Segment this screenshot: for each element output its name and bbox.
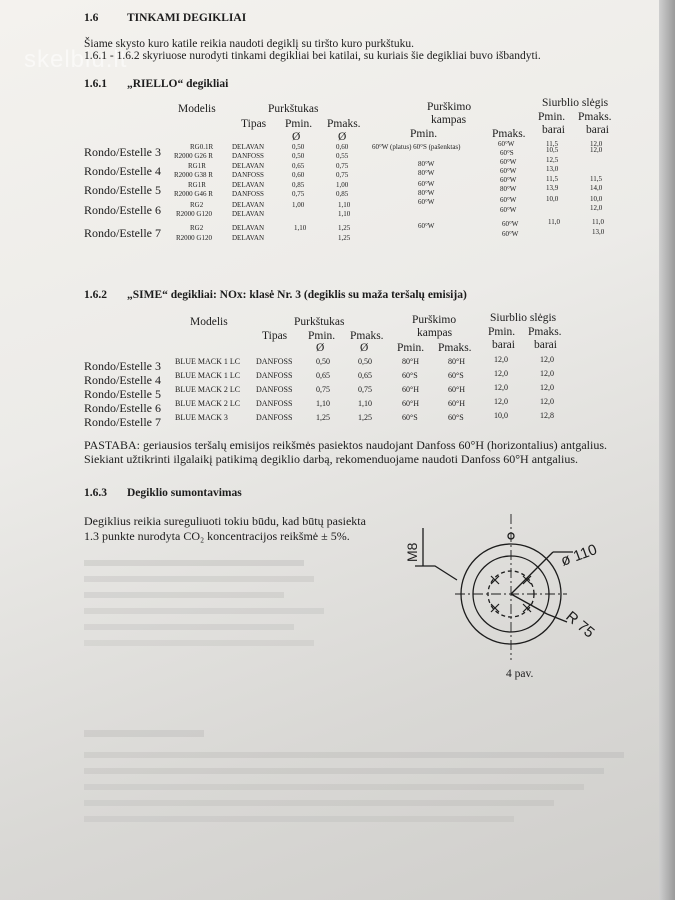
leader-r75 [511,594,547,614]
sime-angle-min: 80°H [402,357,419,366]
sime-model: BLUE MACK 1 LC [175,357,241,366]
riello-col-barai-1: barai [542,124,565,136]
riello-angle-max: 80°W [500,185,517,193]
riello-col-kampas-pmin: Pmin. [410,128,438,140]
riello-col-pmaks: Pmaks. [327,118,361,130]
riello-pmaks: 0,55 [336,152,349,160]
riello-pmin: 0,60 [292,171,305,179]
sime-angle-min: 60°H [402,399,419,408]
riello-angle-max: 60°W [500,206,517,214]
riello-s-min: 11,5 [546,140,558,148]
leader-d110 [511,552,553,594]
riello-col-purskimo: Purškimo [427,101,472,113]
riello-pmaks: 0,75 [336,171,349,179]
sime-pmaks: 0,75 [358,385,372,394]
sime-col-s-pmin: Pmin. [488,326,516,338]
riello-boiler: Rondo/Estelle 5 [84,183,161,197]
riello-type: DANFOSS [232,152,264,160]
riello-pmin: 0,50 [292,152,305,160]
riello-pmaks: 1,25 [338,234,351,242]
sime-col-pmin: Pmin. [308,330,336,342]
sime-s-min: 12,0 [494,355,508,364]
riello-angle-min: 60°W [418,198,435,206]
sime-model: BLUE MACK 2 LC [175,385,241,394]
section-number: 1.6 [84,12,99,24]
sime-angle-max: 60°H [448,399,465,408]
sime-angle-max: 60°H [448,385,465,394]
sime-col-purkstukas: Purkštukas [294,316,345,328]
sime-title: „SIME“ degikliai: NOx: klasė Nr. 3 (degiklis su maža teršalų emisija) [127,289,467,301]
riello-s-min: 13,0 [546,165,559,173]
sime-note-1: PASTABA: geriausios teršalų emisijos reikšmės pasiektos naudojant Danfoss 60°H (horizontalius) antgalius. [84,438,607,452]
sime-pmaks: 0,50 [358,357,372,366]
riello-angle-min: 60°W [418,180,435,188]
riello-col-s-pmin: Pmin. [538,111,566,123]
sime-number: 1.6.2 [84,289,107,301]
riello-pmin: 0,65 [292,162,305,170]
riello-pmin: 0,50 [292,143,305,151]
sime-s-max: 12,8 [540,411,554,420]
sime-col-kampas: kampas [417,327,453,339]
sime-col-s-pmaks: Pmaks. [528,326,562,338]
riello-boiler: Rondo/Estelle 3 [84,145,161,159]
sime-type: DANFOSS [256,357,293,366]
riello-model: RG0.1R [190,143,214,151]
riello-model: R2000 G26 R [174,152,213,160]
riello-model: RG2 [190,201,204,209]
figure-caption: 4 pav. [506,668,534,680]
sime-s-min: 12,0 [494,369,508,378]
riello-angle-min: 80°W [418,189,435,197]
sime-angle-min: 60°H [402,385,419,394]
riello-type: DELAVAN [232,234,265,242]
sime-col-siurblio: Siurblio slėgis [490,312,557,324]
riello-pmaks: 1,25 [338,224,351,232]
label-d110: ø 110 [558,541,600,570]
sime-col-kampas-pmin: Pmin. [397,342,425,354]
page-edge [659,0,675,900]
sime-boiler: Rondo/Estelle 3 [84,359,161,373]
riello-s-max: 11,5 [590,175,602,183]
riello-angle-max: 60°W [500,196,517,204]
riello-pmin: 1,00 [292,201,305,209]
leader-m8 [415,566,457,580]
sime-col-diam-1: Ø [316,342,325,354]
sime-angle-max: 80°H [448,357,465,366]
riello-type: DANFOSS [232,171,264,179]
riello-col-s-pmaks: Pmaks. [578,111,612,123]
riello-s-min: 10,5 [546,146,559,154]
riello-pmin: 1,10 [294,224,307,232]
sime-s-min: 12,0 [494,397,508,406]
sime-type: DANFOSS [256,413,293,422]
sime-col-diam-2: Ø [360,342,369,354]
riello-type: DELAVAN [232,210,265,218]
sime-model: BLUE MACK 1 LC [175,371,241,380]
riello-boiler: Rondo/Estelle 4 [84,164,161,178]
riello-s-min: 11,0 [548,218,560,226]
riello-title: „RIELLO“ degikliai [127,78,229,90]
riello-model: R2000 G46 R [174,190,213,198]
sime-model: BLUE MACK 2 LC [175,399,241,408]
sime-boiler: Rondo/Estelle 6 [84,401,161,415]
intro-line-2: 1.6.1 - 1.6.2 skyriuose nurodyti tinkami degikliai bei katilai, su kuriais šie degikliai buvo išbandyti. [84,50,541,62]
riello-s-max: 12,0 [590,204,603,212]
sime-pmaks: 1,25 [358,413,372,422]
sime-s-max: 12,0 [540,397,554,406]
riello-s-min: 13,9 [546,184,559,192]
riello-angle-max: 60°W [500,167,517,175]
mounting-number: 1.6.3 [84,487,107,499]
riello-model: R2000 G120 [176,210,212,218]
sime-pmaks: 0,65 [358,371,372,380]
sime-col-barai-1: barai [492,339,515,351]
riello-pmaks: 1,10 [338,201,351,209]
riello-angle-max: 60°W [500,158,517,166]
riello-type: DELAVAN [232,162,265,170]
sime-s-min: 12,0 [494,383,508,392]
riello-s-max: 13,0 [592,228,605,236]
riello-angle-max: 60°W [502,230,519,238]
riello-pmaks: 1,00 [336,181,349,189]
sime-model: BLUE MACK 3 [175,413,228,422]
sime-s-max: 12,0 [540,355,554,364]
riello-s-max: 10,0 [590,195,603,203]
label-m8: M8 [404,542,420,562]
riello-col-diam-1: Ø [292,131,301,143]
intro-line-1: Šiame skysto kuro katile reikia naudoti degiklį su tiršto kuro purkštuku. [84,38,414,50]
riello-pmaks: 0,85 [336,190,349,198]
riello-s-max: 14,0 [590,184,603,192]
sime-type: DANFOSS [256,399,293,408]
mounting-text-2: 1.3 punkte nurodyta CO₂ koncentracijos reikšmė ± 5%. [84,529,350,543]
riello-s-max: 12,0 [590,140,603,148]
riello-model: R2000 G120 [176,234,212,242]
riello-s-min: 10,0 [546,195,559,203]
sime-note-2: Siekiant užtikrinti ilgalaikį patikimą degiklio darbą, rekomenduojame naudoti Danfoss 60°H antgalius. [84,452,579,466]
sime-s-min: 10,0 [494,411,508,420]
riello-col-siurblio: Siurblio slėgis [542,97,609,109]
watermark: skelbiu.lt [24,46,128,73]
sime-angle-min: 60°S [402,371,418,380]
sime-col-purskimo: Purškimo [412,314,457,326]
riello-model: RG1R [188,162,206,170]
sime-angle-min: 60°S [402,413,418,422]
label-r75: R 75 [562,608,598,642]
riello-angle-max: 60°W [500,176,517,184]
sime-col-pmaks: Pmaks. [350,330,384,342]
flange-diagram [395,510,625,670]
sime-s-max: 12,0 [540,369,554,378]
riello-col-pmin: Pmin. [285,118,313,130]
sime-boiler: Rondo/Estelle 4 [84,373,161,387]
riello-angle-min: 60°W (platus) 60°S (pašenktas) [372,143,461,151]
riello-angle-min: 80°W [418,169,435,177]
riello-pmin: 0,85 [292,181,305,189]
sime-col-kampas-pmaks: Pmaks. [438,342,472,354]
riello-model: R2000 G38 R [174,171,213,179]
riello-boiler: Rondo/Estelle 6 [84,203,161,217]
sime-angle-max: 60°S [448,371,464,380]
riello-pmaks: 1,10 [338,210,351,218]
sime-col-tipas: Tipas [262,330,288,342]
sime-pmin: 0,75 [316,385,330,394]
sime-type: DANFOSS [256,385,293,394]
mounting-title: Degiklio sumontavimas [127,487,242,499]
mounting-text-1: Degiklius reikia sureguliuoti tokiu būdu, kad būtų pasiekta [84,514,366,528]
riello-angle-max: 60°W [498,140,515,148]
riello-s-min: 12,5 [546,156,559,164]
riello-model: RG1R [188,181,206,189]
riello-type: DANFOSS [232,190,264,198]
riello-pmaks: 0,60 [336,143,349,151]
riello-boiler: Rondo/Estelle 7 [84,226,161,240]
sime-pmaks: 1,10 [358,399,372,408]
sime-s-max: 12,0 [540,383,554,392]
riello-number: 1.6.1 [84,78,107,90]
sime-col-barai-2: barai [534,339,557,351]
sime-boiler: Rondo/Estelle 5 [84,387,161,401]
riello-model: RG2 [190,224,204,232]
sime-pmin: 0,50 [316,357,330,366]
riello-angle-min: 60°W [418,222,435,230]
riello-col-kampas-pmaks: Pmaks. [492,128,526,140]
riello-s-max: 11,0 [592,218,604,226]
riello-angle-min: 80°W [418,160,435,168]
riello-angle-max: 60°S [500,149,514,157]
riello-s-max: 12,0 [590,146,603,154]
riello-angle-max: 60°W [502,220,519,228]
sime-pmin: 0,65 [316,371,330,380]
riello-type: DELAVAN [232,224,265,232]
riello-type: DELAVAN [232,143,265,151]
riello-pmaks: 0,75 [336,162,349,170]
riello-col-barai-2: barai [586,124,609,136]
riello-pmin: 0,75 [292,190,305,198]
sime-boiler: Rondo/Estelle 7 [84,415,161,429]
sime-type: DANFOSS [256,371,293,380]
sime-col-modelis: Modelis [190,316,228,328]
riello-col-modelis: Modelis [178,103,216,115]
riello-type: DELAVAN [232,201,265,209]
riello-col-diam-2: Ø [338,131,347,143]
sime-pmin: 1,25 [316,413,330,422]
section-title: TINKAMI DEGIKLIAI [127,12,247,24]
sime-pmin: 1,10 [316,399,330,408]
sime-angle-max: 60°S [448,413,464,422]
riello-s-min: 11,5 [546,175,558,183]
riello-type: DELAVAN [232,181,265,189]
riello-col-tipas: Tipas [241,118,267,130]
riello-col-kampas: kampas [431,114,467,126]
riello-col-purkstukas: Purkštukas [268,103,319,115]
